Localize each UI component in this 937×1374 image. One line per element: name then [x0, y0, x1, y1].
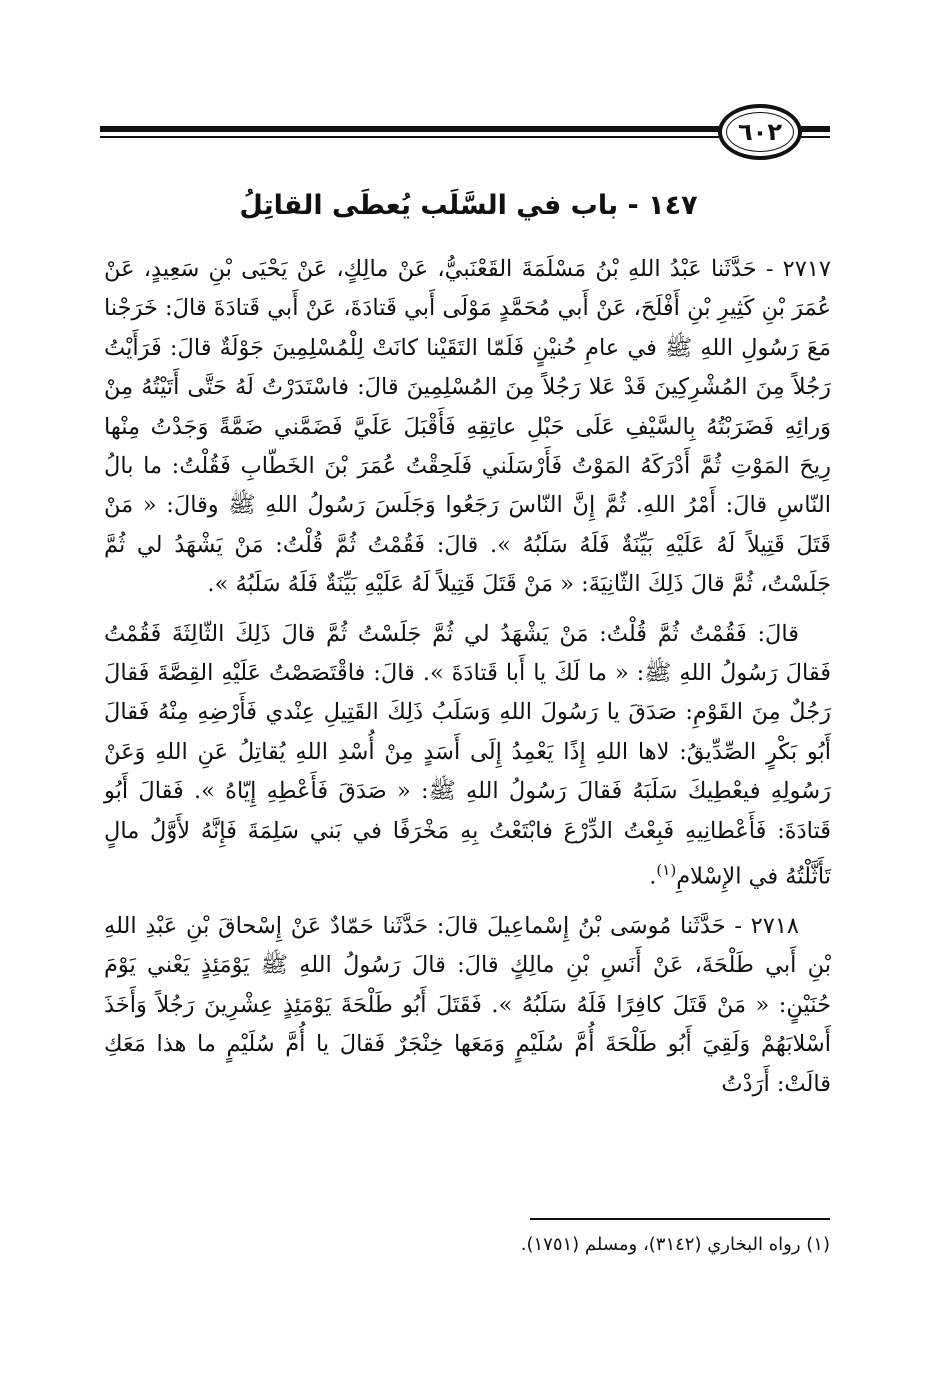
chapter-title: ١٤٧ - باب في السَّلَب يُعطَى القاتِلُ: [239, 190, 698, 221]
header-tail-thin-line: [800, 136, 830, 138]
header-rule-thin-line: [100, 136, 720, 138]
header-tail-thick-line: [800, 126, 830, 132]
page-number: ٦٠٢: [738, 118, 782, 146]
hadith-2718-paragraph: ٢٧١٨ - حَدَّثَنا مُوسَى بْنُ إِسْماعِيلَ قالَ: حَدَّثَنا حَمّادٌ عَنْ إِسْحاقَ بْنِ عَبْدِ اللهِ بْنِ أَبي طَلْحَةَ، عَنْ أَنَسِ بْنِ مالِكٍ قالَ: قالَ رَسُولُ اللهِ ﷺ يَوْمَئِذٍ يَعْني يَوْمَ حُنَيْنٍ: « مَنْ قَتَلَ كافِرًا فَلَهُ سَلَبُهُ ». فَقَتَلَ أَبُو طَلْحَةَ يَوْمَئِذٍ عِشْرِينَ رَجُلاً وَأَخَذَ أَسْلابَهُمْ وَلَقِيَ أَبُو طَلْحَةَ أُمَّ سُلَيْمٍ وَمَعَها خِنْجَرٌ فَقالَ يا أُمَّ سُلَيْمٍ ما هذا مَعَكِ قالَتْ: أَرَدْتُ: [104, 913, 831, 1097]
footnote-1: (١) رواه البخاري (٣١٤٢)، ومسلم (١٧٥١).: [520, 1234, 830, 1255]
header-rule-thick-line: [100, 126, 720, 132]
footnote-reference[interactable]: (١): [656, 861, 677, 880]
hadith-2717-paragraph-2-text: قالَ: فَقُمْتُ ثُمَّ قُلْتُ: مَنْ يَشْهَدُ لي ثُمَّ جَلَسْتُ ثُمَّ قالَ ذَلِكَ الثّالِثَةَ فَقُمْتُ فَقالَ رَسُولُ اللهِ ﷺ: « ما لَكَ يا أَبا قَتادَةَ ». قالَ: فاقْتَصَصْتُ عَلَيْهِ القِصَّةَ فَقالَ رَجُلٌ مِنَ القَوْمِ: صَدَقَ يا رَسُولَ اللهِ وَسَلَبُ ذَلِكَ القَتِيلِ عِنْدي فَأَرْضِهِ مِنْهُ فَقالَ أَبُو بَكْرٍ الصِّدِّيقُ: لاها اللهِ إِذًا يَعْمِدُ إِلَى أَسَدٍ مِنْ أُسْدِ اللهِ يُقاتِلُ عَنِ اللهِ وَعَنْ رَسُولِهِ فيعْطِيكَ سَلَبَهُ فَقالَ رَسُولُ اللهِ ﷺ: « صَدَقَ فَأَعْطِهِ إِيّاهُ ». فَقالَ أَبُو قَتادَةَ: فَأَعْطانِيهِ فَبِعْتُ الدِّرْعَ فابْتَعْتُ بِهِ مَخْرَفًا في بَني سَلِمَةَ فَإِنَّهُ لأَوَّلُ مالٍ تَأَثَّلْتُهُ في الإِسْلامِ: [104, 620, 831, 890]
paragraph-end-mark: .: [649, 863, 657, 890]
hadith-2717-paragraph-2: [104, 615, 831, 897]
header-rule-tail: [800, 126, 830, 140]
header-rule: [100, 126, 720, 140]
footnote-separator: [530, 1218, 830, 1220]
body-text: [104, 250, 831, 1114]
page-number-medallion: [718, 104, 802, 160]
hadith-2717-paragraph-1: ٢٧١٧ - حَدَّثَنا عَبْدُ اللهِ بْنُ مَسْلَمَةَ القَعْنَبيُّ، عَنْ مالِكٍ، عَنْ يَحْيَى بْنِ سَعِيدٍ، عَنْ عُمَرَ بْنِ كَثِيرِ بْنِ أَفْلَحَ، عَنْ أَبي مُحَمَّدٍ مَوْلَى أَبي قَتادَةَ، عَنْ أَبي قَتادَةَ قالَ: خَرَجْنا مَعَ رَسُولِ اللهِ ﷺ في عامِ حُنيْنٍ فَلَمّا التَقَيْنا كانَتْ لِلْمُسْلِمِينَ جَوْلَةٌ قالَ: فَرَأَيْتُ رَجُلاً مِنَ المُشْرِكِينَ قَدْ عَلا رَجُلاً مِنَ المُسْلِمِينَ قالَ: فاسْتَدَرْتُ لَهُ حَتَّى أَتَيْتُهُ مِنْ وَرائِهِ فَضَرَبْتُهُ بِالسَّيْفِ عَلَى حَبْلِ عاتِقِهِ فَأَقْبَلَ عَلَيَّ فَضَمَّني ضَمَّةً وَجَدْتُ مِنْها رِيحَ المَوْتِ ثُمَّ أَدْرَكَهُ المَوْتُ فَأَرْسَلَني فَلَحِقْتُ عُمَرَ بْنَ الخَطّابِ فَقُلْتُ: ما بالُ النّاسِ قالَ: أَمْرُ اللهِ. ثُمَّ إِنَّ النّاسَ رَجَعُوا وَجَلَسَ رَسُولُ اللهِ ﷺ وقالَ: « مَنْ قَتَلَ قَتِيلاً لَهُ عَلَيْهِ بَيِّنَةٌ فَلَهُ سَلَبُهُ ». قالَ: فَقُمْتُ ثُمَّ قُلْتُ: مَنْ يَشْهَدُ لي ثُمَّ جَلَسْتُ، ثُمَّ قالَ ذَلِكَ الثّانِيَةَ: « مَنْ قَتَلَ قَتِيلاً لَهُ عَلَيْهِ بَيِّنَةٌ فَلَهُ سَلَبُهُ ».: [104, 256, 831, 598]
